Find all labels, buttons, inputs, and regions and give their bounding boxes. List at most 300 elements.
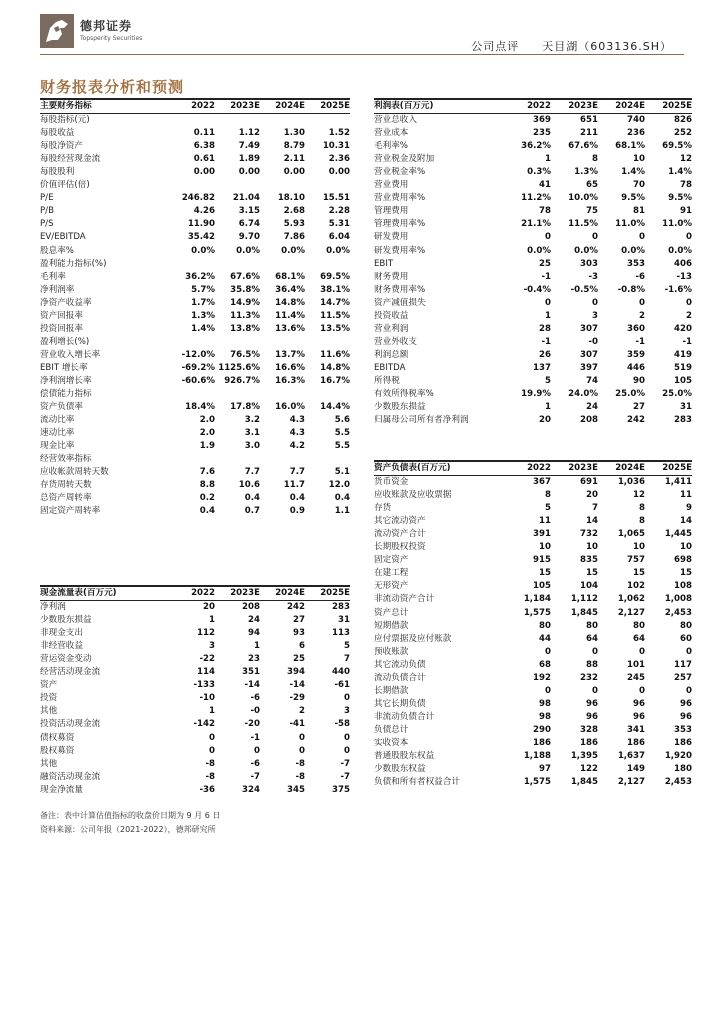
cell-value: 5.1 bbox=[334, 467, 350, 478]
cell-value: 16.6% bbox=[275, 362, 305, 373]
cell-value: 114 bbox=[197, 667, 215, 678]
cell-value: 0 bbox=[299, 745, 305, 756]
cell-value: 69.5% bbox=[662, 141, 692, 152]
cell-value: 94 bbox=[248, 628, 260, 639]
cell-value: -1 bbox=[541, 271, 551, 282]
balance-sheet-table bbox=[374, 460, 692, 789]
cell-value: 25.0% bbox=[615, 389, 645, 400]
cell-value: 36.4% bbox=[275, 284, 305, 295]
row-label: 应收帐款周转天数 bbox=[40, 467, 109, 478]
cell-value: 5 bbox=[344, 641, 350, 652]
cell-value: 1 bbox=[254, 641, 260, 652]
row-label: 毛利率 bbox=[40, 271, 66, 282]
cell-value: 97 bbox=[539, 764, 551, 775]
cell-value bbox=[305, 258, 350, 271]
cell-value: 0 bbox=[344, 732, 350, 743]
table-row bbox=[40, 466, 350, 479]
cell-value: -6 bbox=[250, 693, 260, 704]
cell-value: 0 bbox=[686, 646, 692, 657]
column-header: 2025E bbox=[645, 99, 692, 114]
table-row bbox=[374, 414, 692, 427]
cell-value: 8.79 bbox=[283, 141, 305, 152]
row-label: 营业外收支 bbox=[374, 336, 417, 347]
cell-value bbox=[260, 453, 305, 466]
table-row bbox=[374, 698, 692, 711]
cell-value: 328 bbox=[580, 724, 598, 735]
header-divider bbox=[40, 54, 684, 55]
cell-value: 0.3% bbox=[527, 167, 551, 178]
cell-value: 38.1% bbox=[320, 284, 350, 295]
row-label: 管理费用率% bbox=[374, 219, 426, 230]
table-row bbox=[374, 685, 692, 698]
column-header: 2024E bbox=[598, 461, 645, 476]
table-row bbox=[374, 401, 692, 414]
cell-value: 21.1% bbox=[521, 219, 551, 230]
cell-value: 12.0 bbox=[328, 480, 350, 491]
cell-value: 0 bbox=[545, 297, 551, 308]
row-label: 所得税 bbox=[374, 376, 400, 386]
cell-value: 0.4 bbox=[289, 493, 305, 504]
cell-value: 18.4% bbox=[185, 402, 215, 413]
cell-value: 11 bbox=[539, 516, 551, 527]
cell-value: 28 bbox=[539, 323, 551, 334]
table-row bbox=[374, 554, 692, 567]
cell-value: -41 bbox=[289, 719, 305, 730]
cell-value: 5.93 bbox=[283, 219, 305, 230]
cell-value: 35.8% bbox=[230, 284, 260, 295]
cell-value: 11.5% bbox=[320, 310, 350, 321]
cell-value: 406 bbox=[674, 258, 692, 269]
cell-value: 96 bbox=[680, 711, 692, 722]
row-label: EBIT bbox=[374, 258, 394, 269]
cell-value: 1,188 bbox=[523, 751, 551, 762]
cell-value: -13 bbox=[676, 271, 692, 282]
cell-value: 3.2 bbox=[244, 415, 260, 426]
cell-value: 11.90 bbox=[187, 219, 215, 230]
row-label: 投资活动现金流 bbox=[40, 719, 101, 730]
cell-value: 68 bbox=[539, 659, 551, 670]
cell-value: 8 bbox=[592, 154, 598, 165]
row-label: 股权募资 bbox=[40, 745, 75, 756]
cell-value: 36.2% bbox=[521, 141, 551, 152]
cell-value: 0 bbox=[639, 685, 645, 696]
cell-value: 96 bbox=[586, 698, 598, 709]
cell-value: 44 bbox=[539, 633, 551, 644]
table-row bbox=[40, 440, 350, 453]
cell-value: 10 bbox=[586, 542, 598, 553]
row-label: 投资 bbox=[40, 693, 58, 704]
cell-value: 324 bbox=[242, 784, 260, 795]
row-label: 现金比率 bbox=[40, 441, 75, 452]
table-row bbox=[374, 776, 692, 789]
cell-value: -20 bbox=[244, 719, 260, 730]
cell-value: 69.5% bbox=[320, 271, 350, 282]
row-label: 流动负债合计 bbox=[374, 672, 426, 683]
cell-value: -61 bbox=[334, 680, 350, 691]
table-row bbox=[40, 127, 350, 140]
row-label: EBIT 增长率 bbox=[40, 362, 88, 373]
table-row bbox=[374, 127, 692, 140]
cell-value: 1,184 bbox=[523, 594, 551, 605]
cell-value: 2.11 bbox=[283, 154, 305, 165]
cell-value: -142 bbox=[193, 719, 215, 730]
cell-value: 10 bbox=[680, 542, 692, 553]
company-logo bbox=[40, 14, 190, 50]
cell-value: 740 bbox=[627, 115, 645, 126]
cell-value: 446 bbox=[627, 362, 645, 373]
cell-value: 4.3 bbox=[289, 415, 305, 426]
cell-value: 96 bbox=[633, 698, 645, 709]
cell-value bbox=[305, 388, 350, 401]
row-label: 净利润增长率 bbox=[40, 376, 92, 386]
table-row bbox=[374, 114, 692, 128]
cell-value: 7.7 bbox=[244, 467, 260, 478]
cell-value: 519 bbox=[674, 362, 692, 373]
cell-value: 78 bbox=[539, 206, 551, 217]
cell-value: 80 bbox=[539, 620, 551, 631]
cell-value: 4.3 bbox=[289, 428, 305, 439]
row-label: 营业费用 bbox=[374, 180, 409, 191]
cell-value: 252 bbox=[674, 128, 692, 139]
cell-value: 1.12 bbox=[238, 128, 260, 139]
cell-value: 0.0% bbox=[281, 245, 305, 256]
cell-value: 12 bbox=[633, 490, 645, 501]
cell-value bbox=[305, 336, 350, 349]
cell-value: 1.3% bbox=[191, 310, 215, 321]
cell-value: 15 bbox=[539, 568, 551, 579]
cell-value: 283 bbox=[674, 415, 692, 426]
table-row bbox=[40, 401, 350, 414]
row-label: 经营活动现金流 bbox=[40, 667, 101, 678]
cell-value: 1,920 bbox=[664, 751, 692, 762]
column-header: 2024E bbox=[260, 99, 305, 114]
row-label: 营业税金及附加 bbox=[374, 154, 435, 165]
cell-value: 14.4% bbox=[320, 402, 350, 413]
row-label: 净利润率 bbox=[40, 284, 75, 295]
table-row bbox=[40, 692, 350, 705]
row-label: 现金净流量 bbox=[40, 784, 83, 795]
cell-value: 307 bbox=[580, 323, 598, 334]
table-row bbox=[40, 784, 350, 797]
table-row bbox=[374, 646, 692, 659]
row-label: 每股净资产 bbox=[40, 141, 83, 152]
cell-value: 0 bbox=[344, 693, 350, 704]
cell-value: 0.4 bbox=[199, 506, 215, 517]
cell-value: 4.26 bbox=[193, 206, 215, 217]
cell-value: 20 bbox=[203, 602, 215, 613]
cell-value bbox=[215, 453, 260, 466]
row-label: 债权募资 bbox=[40, 732, 75, 743]
table-row bbox=[40, 479, 350, 492]
cell-value: 0 bbox=[299, 732, 305, 743]
logo-text-en: Topsperity Securities bbox=[80, 35, 143, 42]
cell-value: 211 bbox=[580, 128, 598, 139]
row-label: 偿债能力指标 bbox=[40, 389, 92, 400]
cell-value: 242 bbox=[287, 602, 305, 613]
cell-value: 9.5% bbox=[621, 193, 645, 204]
cell-value: 1 bbox=[545, 154, 551, 165]
cell-value: 35.42 bbox=[187, 232, 215, 243]
cell-value: 90 bbox=[633, 376, 645, 386]
table-row bbox=[374, 541, 692, 554]
row-label: 每股指标(元) bbox=[40, 115, 90, 126]
table-row bbox=[374, 737, 692, 750]
cell-value: 3 bbox=[209, 641, 215, 652]
cell-value: 1,062 bbox=[617, 594, 645, 605]
row-label: 其它流动资产 bbox=[374, 516, 426, 527]
cell-value bbox=[215, 336, 260, 349]
cell-value: 11.0% bbox=[615, 219, 645, 230]
row-label: 应付票据及应付账款 bbox=[374, 633, 452, 644]
table-row bbox=[374, 515, 692, 528]
table-row bbox=[374, 284, 692, 297]
cell-value: 1125.6% bbox=[218, 362, 260, 373]
table-row bbox=[40, 388, 350, 401]
cell-value bbox=[170, 179, 215, 192]
row-label: 盈利能力指标(%) bbox=[40, 258, 107, 269]
table-title: 现金流量表(百万元) bbox=[40, 586, 170, 601]
cell-value: 1.3% bbox=[574, 167, 598, 178]
cell-value: 3.1 bbox=[244, 428, 260, 439]
table-row bbox=[374, 297, 692, 310]
cell-value bbox=[260, 114, 305, 128]
cell-value: 19.9% bbox=[521, 389, 551, 400]
cell-value: 67.6% bbox=[568, 141, 598, 152]
cell-value: 11.0% bbox=[662, 219, 692, 230]
cell-value: 826 bbox=[674, 115, 692, 126]
cell-value: 3.0 bbox=[244, 441, 260, 452]
cell-value: -1 bbox=[635, 336, 645, 347]
row-label: 非流动资产合计 bbox=[374, 594, 435, 605]
cell-value: 353 bbox=[627, 258, 645, 269]
cell-value: 420 bbox=[674, 323, 692, 334]
cell-value: 13.7% bbox=[275, 349, 305, 360]
cell-value: 108 bbox=[674, 581, 692, 592]
cell-value: 9.5% bbox=[668, 193, 692, 204]
cell-value: 117 bbox=[674, 659, 692, 670]
cell-value: 16.0% bbox=[275, 402, 305, 413]
cell-value: 41 bbox=[539, 180, 551, 191]
cell-value: 1.4% bbox=[668, 167, 692, 178]
row-label: 利润总额 bbox=[374, 349, 409, 360]
cell-value: 0.0% bbox=[326, 245, 350, 256]
cell-value: -6 bbox=[635, 271, 645, 282]
cell-value bbox=[260, 179, 305, 192]
row-label: 财务费用 bbox=[374, 271, 409, 282]
cell-value: 64 bbox=[586, 633, 598, 644]
cell-value: 96 bbox=[633, 711, 645, 722]
row-label: 资产负债率 bbox=[40, 402, 83, 413]
cell-value: 2.28 bbox=[328, 206, 350, 217]
table-row bbox=[40, 601, 350, 615]
cell-value: 1,845 bbox=[570, 607, 598, 618]
column-header: 2022 bbox=[170, 99, 215, 114]
cell-value: 2.68 bbox=[283, 206, 305, 217]
cell-value: 360 bbox=[627, 323, 645, 334]
table-row bbox=[40, 666, 350, 679]
cell-value: 91 bbox=[680, 206, 692, 217]
cell-value: 23 bbox=[248, 654, 260, 665]
row-label: 资产 bbox=[40, 680, 58, 691]
cell-value: 351 bbox=[242, 667, 260, 678]
table-row bbox=[374, 323, 692, 336]
table-row bbox=[374, 140, 692, 153]
column-header: 2025E bbox=[305, 586, 350, 601]
cell-value: 10 bbox=[633, 542, 645, 553]
table-row bbox=[374, 336, 692, 349]
row-label: 营运资金变动 bbox=[40, 654, 92, 665]
row-label: 融资活动现金流 bbox=[40, 771, 101, 782]
cell-value: 0 bbox=[545, 685, 551, 696]
table-row bbox=[40, 297, 350, 310]
table-row bbox=[374, 231, 692, 244]
cell-value: -0 bbox=[250, 706, 260, 717]
cell-value: 16.7% bbox=[320, 376, 350, 386]
cell-value: 98 bbox=[539, 698, 551, 709]
cell-value bbox=[215, 258, 260, 271]
cell-value: 651 bbox=[580, 115, 598, 126]
cell-value: -133 bbox=[193, 680, 215, 691]
column-header: 2024E bbox=[598, 99, 645, 114]
cell-value: 0 bbox=[592, 685, 598, 696]
cell-value: 1.1 bbox=[334, 506, 350, 517]
table-row bbox=[40, 653, 350, 666]
table-row bbox=[374, 750, 692, 763]
row-label: 归属母公司所有者净利润 bbox=[374, 415, 469, 426]
cell-value: 11.7 bbox=[283, 480, 305, 491]
cell-value bbox=[260, 388, 305, 401]
footnote-source: 资料来源：公司年报（2021-2022），德邦研究所 bbox=[40, 825, 216, 834]
cell-value: 186 bbox=[580, 738, 598, 748]
cell-value: 8 bbox=[639, 516, 645, 527]
cell-value: 0.4 bbox=[334, 493, 350, 504]
table-row bbox=[374, 763, 692, 776]
cash-flow-table bbox=[40, 585, 350, 797]
table-row bbox=[374, 580, 692, 593]
table-title: 利润表(百万元) bbox=[374, 99, 504, 114]
column-header: 2024E bbox=[260, 586, 305, 601]
cell-value: 60 bbox=[680, 633, 692, 644]
report-header bbox=[471, 38, 672, 54]
table-row bbox=[374, 362, 692, 375]
row-label: 负债总计 bbox=[374, 724, 409, 735]
cell-value: 10 bbox=[539, 542, 551, 553]
cell-value: 440 bbox=[332, 667, 350, 678]
cell-value: 6 bbox=[299, 641, 305, 652]
table-row bbox=[374, 205, 692, 218]
cell-value: 0 bbox=[686, 232, 692, 243]
cell-value: 290 bbox=[533, 724, 551, 735]
table-row bbox=[40, 427, 350, 440]
report-type: 公司点评 bbox=[471, 40, 520, 53]
cell-value: 0 bbox=[254, 745, 260, 756]
row-label: 毛利率% bbox=[374, 141, 408, 152]
cell-value: 15 bbox=[680, 568, 692, 579]
row-label: 少数股东损益 bbox=[40, 615, 92, 626]
table-row bbox=[40, 453, 350, 466]
cell-value: -58 bbox=[334, 719, 350, 730]
cell-value: 11.4% bbox=[275, 310, 305, 321]
cell-value: 1,008 bbox=[664, 594, 692, 605]
row-label: 货币资金 bbox=[374, 477, 409, 488]
cell-value: -10 bbox=[199, 693, 215, 704]
cell-value: 0 bbox=[639, 646, 645, 657]
cell-value: 0.0% bbox=[191, 245, 215, 256]
cell-value: 11 bbox=[680, 490, 692, 501]
cell-value: 96 bbox=[586, 711, 598, 722]
logo-text-cn: 德邦证券 bbox=[80, 19, 133, 33]
cell-value: -14 bbox=[289, 680, 305, 691]
table-row bbox=[40, 192, 350, 205]
table-row bbox=[40, 258, 350, 271]
cell-value: 5.31 bbox=[328, 219, 350, 230]
cell-value: -12.0% bbox=[181, 349, 215, 360]
cell-value: 80 bbox=[680, 620, 692, 631]
table-row bbox=[374, 153, 692, 166]
cell-value: 76.5% bbox=[230, 349, 260, 360]
cell-value: 68.1% bbox=[275, 271, 305, 282]
cell-value: 27 bbox=[293, 615, 305, 626]
row-label: 其它流动负债 bbox=[374, 659, 426, 670]
cell-value: 7 bbox=[592, 503, 598, 514]
cell-value: 0 bbox=[209, 732, 215, 743]
row-label: 实收资本 bbox=[374, 738, 409, 748]
row-label: 净利润 bbox=[40, 602, 66, 613]
row-label: 管理费用 bbox=[374, 206, 409, 217]
row-label: 固定资产周转率 bbox=[40, 506, 101, 517]
row-label: 投资收益 bbox=[374, 310, 409, 321]
row-label: 流动比率 bbox=[40, 415, 75, 426]
table-row bbox=[374, 245, 692, 258]
row-label: P/E bbox=[40, 193, 54, 204]
cell-value: 186 bbox=[674, 738, 692, 748]
cell-value: 246.82 bbox=[181, 193, 215, 204]
row-label: 每股经营现金流 bbox=[40, 154, 101, 165]
cell-value: 93 bbox=[293, 628, 305, 639]
cell-value: 26 bbox=[539, 349, 551, 360]
cell-value: 236 bbox=[627, 128, 645, 139]
row-label: 少数股东损益 bbox=[374, 402, 426, 413]
cell-value: 2.0 bbox=[199, 415, 215, 426]
cell-value: 208 bbox=[580, 415, 598, 426]
cell-value: 1,637 bbox=[617, 751, 645, 762]
cell-value: 13.6% bbox=[275, 323, 305, 334]
cell-value bbox=[305, 114, 350, 128]
table-row bbox=[374, 271, 692, 284]
cell-value: 2,453 bbox=[664, 777, 692, 788]
row-label: 长期借款 bbox=[374, 685, 409, 696]
row-label: 应收账款及应收票据 bbox=[374, 490, 452, 501]
cell-value: -8 bbox=[295, 758, 305, 769]
row-label: 其他 bbox=[40, 758, 58, 769]
cell-value: 0 bbox=[592, 232, 598, 243]
cell-value: -1 bbox=[541, 336, 551, 347]
cell-value: 369 bbox=[533, 115, 551, 126]
row-label: 存货 bbox=[374, 503, 392, 514]
cell-value: 0 bbox=[545, 232, 551, 243]
row-label: 股息率% bbox=[40, 245, 74, 256]
cell-value: 394 bbox=[287, 667, 305, 678]
cell-value: 0.9 bbox=[289, 506, 305, 517]
cell-value: 1.9 bbox=[199, 441, 215, 452]
cell-value: 64 bbox=[633, 633, 645, 644]
cell-value: -69.2% bbox=[181, 362, 215, 373]
cell-value bbox=[215, 179, 260, 192]
cell-value: 0.00 bbox=[238, 167, 260, 178]
cell-value bbox=[170, 114, 215, 128]
cell-value: 101 bbox=[627, 659, 645, 670]
table-row bbox=[374, 179, 692, 192]
